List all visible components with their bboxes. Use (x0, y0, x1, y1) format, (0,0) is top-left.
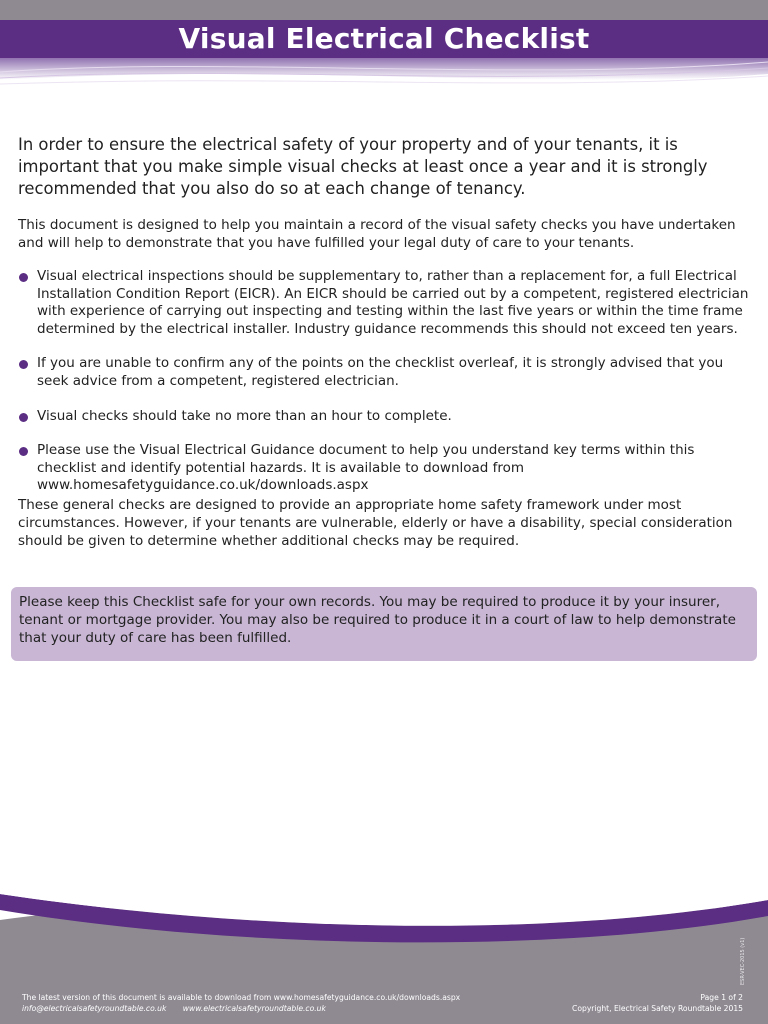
document-code: ESR-VEC-2015 (v1) (740, 937, 746, 985)
footer-download-note: The latest version of this document is available to download from www.homesafetyguidance.co.uk/downloads.aspx (22, 993, 461, 1002)
list-item-text: Visual electrical inspections should be supplementary to, rather than a replacement for, a full Electrical Installation Condition Report (EICR). An EICR should be carried out by a competent, registered electrician with experience of carrying out inspecting and testing within the last five years or within the time frame determined by the electrical installer. Industry guidance recommends this should not exceed ten years. (37, 268, 749, 337)
list-item (18, 442, 753, 495)
footer-right-info (572, 992, 743, 1014)
page-number: Page 1 of 2 (700, 993, 743, 1002)
list-item-text: If you are unable to confirm any of the points on the checklist overleaf, it is strongly advised that you seek advice from a competent, registered electrician. (37, 355, 724, 389)
list-item-text: Please use the Visual Electrical Guidance document to help you understand key terms within this checklist and identify potential hazards. It is available to download from www.homesafetyguidance.co.uk/downloads.aspx (37, 442, 695, 494)
copyright-text: Copyright, Electrical Safety Roundtable 2015 (572, 1004, 743, 1013)
footer-website-link[interactable]: www.electricalsafetyroundtable.co.uk (182, 1004, 326, 1013)
list-item (18, 268, 753, 338)
header-top-strip (0, 0, 768, 22)
intro-paragraph: In order to ensure the electrical safety of your property and of your tenants, it is important that you make simple visual checks at least once a year and it is strongly recommended that you also do so at each change of tenancy. (18, 135, 708, 198)
bullet-dot-icon (19, 413, 28, 422)
list-item-text: Visual checks should take no more than an hour to complete. (37, 407, 452, 424)
footer-email-link[interactable]: info@electricalsafetyroundtable.co.uk (22, 1004, 167, 1013)
general-checks-paragraph: These general checks are designed to provide an appropriate home safety framework under most circumstances. However, if your tenants are vulnerable, elderly or have a disability, special consideration should be given to determine whether additional checks may be required. (18, 497, 733, 549)
list-item (18, 408, 753, 426)
bullet-list (18, 268, 753, 512)
purpose-paragraph: This document is designed to help you maintain a record of the visual safety checks you have undertaken and will help to demonstrate that you have fulfilled your legal duty of care to your tenants. (18, 217, 736, 251)
page-title: Visual Electrical Checklist (178, 22, 590, 55)
footer-left-info (22, 992, 460, 1014)
list-item (18, 355, 753, 390)
records-notice-box: Please keep this Checklist safe for your own records. You may be required to produce it by your insurer, tenant or mortgage provider. You may also be required to produce it in a court of law to help demonstrate that your duty of care has been fulfilled. (11, 587, 757, 661)
header-swoosh-decoration (0, 52, 768, 94)
bullet-dot-icon (19, 360, 28, 369)
bullet-dot-icon (19, 447, 28, 456)
bullet-dot-icon (19, 273, 28, 282)
